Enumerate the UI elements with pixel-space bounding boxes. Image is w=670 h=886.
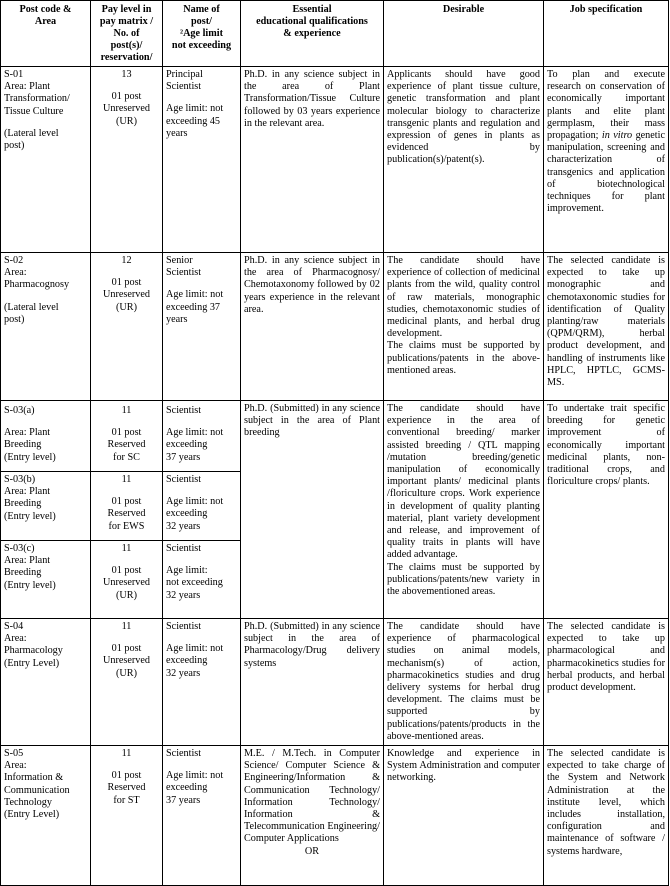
job-text-b: genetic manipulation, screening and characterization of transgenics and application of biotechnological techniques for plant improvement. (547, 130, 665, 215)
age-limit: Age limit: not exceeding 37 years (166, 770, 224, 806)
post-name: Scientist (166, 748, 202, 760)
essential-cell (241, 746, 384, 886)
post-code: S-05 Area: Information & Communication Technology (Entry Level) (4, 748, 70, 821)
job-cell (544, 67, 669, 253)
post-name: Senior Scientist (166, 255, 202, 279)
table-row (1, 253, 669, 401)
table-row (1, 67, 669, 253)
desirable-cell: Knowledge and experience in System Administration and computer networking. (384, 746, 544, 886)
pay-level: 11 (121, 405, 132, 416)
post-count: 01 post Reserved for EWS (107, 496, 146, 532)
post-code: S-01 Area: Plant Transformation/ Tissue Culture (4, 69, 70, 117)
desirable-text: The candidate should have experience in the area of conventional breeding/ marker assisted breeding / QTL mapping /mutation breeding/genetic manipulation of economically important plants/ medicinal plants /floriculture crops. Work experience in development of quality planting material, plant variety development and release, and improvement of quality traits in plants will have added advantage. (387, 403, 540, 561)
header-job: Job specification (544, 1, 669, 67)
post-name: Scientist (166, 405, 202, 416)
age-limit: Age limit: not exceeding 45 years (166, 103, 224, 139)
name-cell (163, 253, 241, 401)
name-cell (163, 67, 241, 253)
header-desirable: Desirable (384, 1, 544, 67)
age-limit: Age limit: not exceeding 32 years (166, 643, 224, 679)
sub-post-a (1, 403, 90, 467)
pay-cell (91, 401, 163, 619)
post-name: Principal Scientist (166, 69, 203, 93)
post-code: S-04 Area: Pharmacology (Entry Level) (4, 621, 63, 669)
sub-post-c: S-03(c) Area: Plant Breeding (Entry level) (1, 540, 90, 592)
sub-name-c (163, 540, 240, 602)
pay-level: 11 (121, 474, 132, 485)
post-count: 01 post Unreserved (UR) (103, 643, 150, 679)
header-name: Name of post/ ²Age limit not exceeding (163, 1, 241, 67)
header-pay: Pay level in pay matrix / No. of post(s)/ reservation/ (91, 1, 163, 67)
sub-name-b (163, 471, 240, 536)
post-name: Scientist (166, 543, 202, 554)
age-limit: Age limit: not exceeding 37 years (166, 427, 224, 463)
post-count: 01 post Unreserved (UR) (103, 277, 150, 313)
post-count: 01 post Reserved for SC (107, 427, 146, 463)
essential-text: M.E. / M.Tech. in Computer Science/ Computer Science & Engineering/Information & Communication Technology/ Information Technology/ Information & Telecommunication Engineering/ Computer Applications (244, 748, 380, 845)
age-limit: Age limit: not exceeding 37 years (166, 289, 224, 325)
desirable-cell (384, 253, 544, 401)
post-area: Area: Plant Breeding (Entry level) (4, 427, 56, 463)
essential-cell: Ph.D. in any science subject in the area of Plant Transformation/Tissue Culture followed by 03 years experience in the relevant area. (241, 67, 384, 253)
table-row (1, 746, 669, 886)
desirable-text: The candidate should have experience of collection of medicinal plants from the wild, quality control of raw materials, monographic studies, chemotaxonomic studies of medicinal plants, and herbal drug development. (387, 255, 540, 340)
header-essential: Essential educational qualifications & experience (241, 1, 384, 67)
desirable-cell (384, 401, 544, 619)
post-name: Scientist (166, 474, 202, 485)
header-row (1, 1, 669, 67)
pay-cell (91, 253, 163, 401)
name-cell (163, 619, 241, 746)
desirable-cell: Applicants should have good experience of plant tissue culture, genetic transformation and plant molecular biology to characterize transgenic plants and regulation and expression of genes in plants as evidenced by publication(s)/patent(s). (384, 67, 544, 253)
post-count: 01 post Unreserved (UR) (103, 565, 150, 601)
name-cell (163, 746, 241, 886)
desirable-claims: The claims must be supported by publications/patents in the above-mentioned areas. (387, 340, 540, 376)
job-text-a: To plan and execute research on conservation of economically important plants and elite plant germplasm, their mass propagation; (547, 69, 665, 142)
job-cell: The selected candidate is expected to take charge of the System and Network Administration at the institute level, which includes installation, configuration and maintenance of software / systems hardware, (544, 746, 669, 886)
essential-cell: Ph.D. (Submitted) in any science subject in the area of Plant breeding (241, 401, 384, 619)
age-limit: Age limit: not exceeding 32 years (166, 496, 224, 532)
post-note: (Lateral level post) (4, 127, 59, 152)
job-cell: The selected candidate is expected to take up monographic and chemotaxonomic studies for identification of Quality planting/raw materials (QPM/QRM), herbal product development, and handling of instruments like HPLC, HPTLC, GCMS-MS. (544, 253, 669, 401)
sub-pay-a (91, 403, 162, 467)
desirable-claims: The claims must be supported by publications/patents/new variety in the abovementioned areas. (387, 561, 540, 598)
post-cell (1, 67, 91, 253)
post-cell (1, 401, 91, 619)
table-row (1, 619, 669, 746)
desirable-cell: The candidate should have experience of pharmacological studies on animal models, mechanism(s) of action, pharmacokinetics studies and drug delivery systems for herbal drug development. The claims must be supported by publications/patents/products in the above-mentioned areas. (384, 619, 544, 746)
sub-name-a (163, 403, 240, 467)
sub-pay-b (91, 471, 162, 536)
post-count: 01 post Unreserved (UR) (103, 91, 150, 127)
pay-level: 12 (121, 255, 132, 266)
age-limit: Age limit: not exceeding 32 years (166, 565, 223, 601)
pay-level: 11 (121, 621, 132, 632)
pay-cell (91, 67, 163, 253)
post-cell (1, 746, 91, 886)
post-code: S-03(a) (4, 405, 35, 416)
pay-level: 11 (121, 748, 132, 760)
sub-pay-c (91, 540, 162, 602)
pay-level: 11 (121, 543, 132, 554)
job-cell: The selected candidate is expected to take up pharmacological and pharmacokinetics studies for herbal products, and herbal product development. (544, 619, 669, 746)
post-cell (1, 619, 91, 746)
header-post: Post code & Area (1, 1, 91, 67)
essential-cell: Ph.D. (Submitted) in any science subject in the area of Pharmacology/Drug delivery systems (241, 619, 384, 746)
name-cell (163, 401, 241, 619)
pay-cell (91, 619, 163, 746)
table-row (1, 401, 669, 619)
pay-cell (91, 746, 163, 886)
essential-cell: Ph.D. in any science subject in the area of Pharmacognosy/ Chemotaxonomy followed by 02 years experience in the relevant area. (241, 253, 384, 401)
post-count: 01 post Reserved for ST (107, 770, 146, 806)
sub-post-b: S-03(b) Area: Plant Breeding (Entry level) (1, 471, 90, 536)
post-code: S-02 Area: Pharmacognosy (4, 255, 70, 291)
post-note: (Lateral level post) (4, 301, 59, 325)
job-cell: To undertake trait specific breeding for genetic improvement of economically important medicinal plants, non-traditional crops, and floriculture crops/ plants. (544, 401, 669, 619)
essential-or: OR (304, 845, 320, 857)
post-name: Scientist (166, 621, 202, 632)
pay-level: 13 (121, 69, 132, 80)
post-cell (1, 253, 91, 401)
job-text-italic: in vitro (601, 130, 633, 142)
